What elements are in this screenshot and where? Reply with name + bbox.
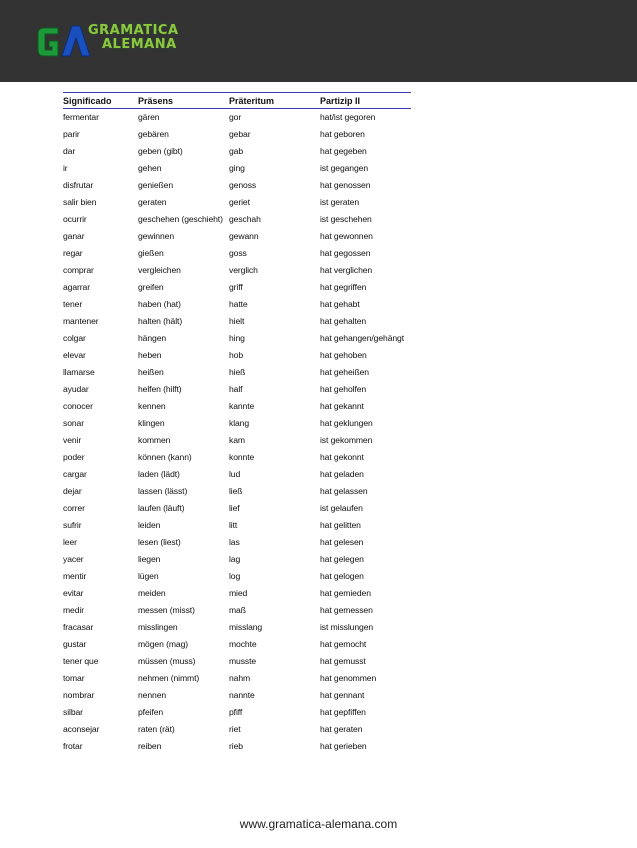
table-row (63, 738, 411, 755)
table-row (63, 551, 411, 568)
table-cell: lag (229, 554, 241, 564)
table-cell: ayudar (63, 384, 89, 394)
table-cell: helfen (hilft) (138, 384, 182, 394)
table-cell: hat gepfiffen (320, 707, 366, 717)
table-row (63, 177, 411, 194)
logo-line-2: ALEMANA (102, 37, 177, 52)
table-cell: hat gemocht (320, 639, 367, 649)
table-cell: halten (hält) (138, 316, 183, 326)
table-cell: hat gehoben (320, 350, 367, 360)
table-cell: geraten (138, 197, 167, 207)
table-cell: mochte (229, 639, 257, 649)
table-cell: raten (rät) (138, 724, 175, 734)
table-cell: hat gehangen/gehängt (320, 333, 405, 343)
table-cell: ging (229, 163, 245, 173)
table-cell: ganar (63, 231, 85, 241)
table-cell: pfiff (229, 707, 243, 717)
table-cell: hat gewonnen (320, 231, 373, 241)
table-row (63, 296, 411, 313)
table-cell: hat/ist gegoren (320, 112, 376, 122)
table-cell: geriet (229, 197, 250, 207)
table-cell: ir (63, 163, 68, 173)
table-cell: mögen (mag) (138, 639, 189, 649)
table-cell: hat geklungen (320, 418, 373, 428)
table-row (63, 415, 411, 432)
table-cell: riet (229, 724, 241, 734)
table-cell: hielt (229, 316, 245, 326)
table-row (63, 636, 411, 653)
table-cell: venir (63, 435, 82, 445)
table-row (63, 313, 411, 330)
table-cell: hat gegossen (320, 248, 371, 258)
table-cell: sonar (63, 418, 84, 428)
table-cell: gewinnen (138, 231, 174, 241)
table-cell: hat gehalten (320, 316, 367, 326)
table-row (63, 279, 411, 296)
table-cell: hat gemusst (320, 656, 366, 666)
table-row (63, 211, 411, 228)
table-cell: konnte (229, 452, 255, 462)
table-row (63, 126, 411, 143)
table-row (63, 160, 411, 177)
table-cell: heißen (138, 367, 164, 377)
table-row (63, 143, 411, 160)
table-cell: reiben (138, 741, 162, 751)
table-cell: haben (hat) (138, 299, 181, 309)
table-cell: rieb (229, 741, 243, 751)
table-row (63, 568, 411, 585)
table-row (63, 534, 411, 551)
table-cell: tener que (63, 656, 99, 666)
table-cell: ist gelaufen (320, 503, 363, 513)
table-cell: gießen (138, 248, 164, 258)
table-cell: ocurrir (63, 214, 87, 224)
table-cell: genoss (229, 180, 257, 190)
table-cell: nannte (229, 690, 255, 700)
table-cell: lassen (lässt) (138, 486, 188, 496)
table-row (63, 517, 411, 534)
footer-url[interactable] (0, 817, 637, 831)
table-body (63, 109, 411, 755)
header-significado: Significado (63, 95, 112, 106)
table-cell: genießen (138, 180, 174, 190)
table-cell: ist misslungen (320, 622, 374, 632)
table-cell: lief (229, 503, 240, 513)
table-cell: hieß (229, 367, 246, 377)
table-row (63, 653, 411, 670)
table-cell: gab (229, 146, 244, 156)
table-cell: hat gemieden (320, 588, 371, 598)
table-cell: ist gegangen (320, 163, 369, 173)
table-cell: log (229, 571, 241, 581)
table-cell: laufen (läuft) (138, 503, 185, 513)
table-cell: hat gelegen (320, 554, 364, 564)
table-cell: greifen (138, 282, 164, 292)
table-cell: meiden (138, 588, 166, 598)
table-cell: leer (63, 537, 77, 547)
table-cell: nahm (229, 673, 251, 683)
table-row (63, 432, 411, 449)
table-cell: agarrar (63, 282, 91, 292)
table-cell: lud (229, 469, 241, 479)
table-cell: mantener (63, 316, 99, 326)
table-cell: vergleichen (138, 265, 181, 275)
table-cell: kannte (229, 401, 255, 411)
logo-ga-icon (36, 22, 92, 60)
table-cell: nombrar (63, 690, 95, 700)
table-cell: mied (229, 588, 248, 598)
table-cell: gor (229, 112, 242, 122)
table-row (63, 721, 411, 738)
table-cell: poder (63, 452, 85, 462)
table-row (63, 398, 411, 415)
table-cell: lesen (liest) (138, 537, 181, 547)
table-cell: litt (229, 520, 238, 530)
logo-text (88, 24, 179, 52)
table-cell: hat genossen (320, 180, 371, 190)
table-row (63, 466, 411, 483)
table-row (63, 194, 411, 211)
table-cell: hat gekannt (320, 401, 364, 411)
table-cell: kennen (138, 401, 166, 411)
site-logo[interactable] (36, 22, 196, 60)
table-cell: silbar (63, 707, 83, 717)
table-cell: gären (138, 112, 160, 122)
table-row (63, 619, 411, 636)
table-cell: verglich (229, 265, 258, 275)
table-cell: gebären (138, 129, 169, 139)
table-cell: griff (229, 282, 243, 292)
table-cell: misslang (229, 622, 263, 632)
table-cell: müssen (muss) (138, 656, 196, 666)
table-cell: disfrutar (63, 180, 94, 190)
table-cell: gebar (229, 129, 251, 139)
table-cell: medir (63, 605, 84, 615)
table-row (63, 670, 411, 687)
table-cell: hat gelogen (320, 571, 364, 581)
header-prateritum: Präteritum (229, 95, 275, 106)
table-cell: geschah (229, 214, 261, 224)
table-cell: cargar (63, 469, 87, 479)
table-cell: mentir (63, 571, 87, 581)
table-cell: hat geheißen (320, 367, 369, 377)
table-row (63, 687, 411, 704)
footer-url-text[interactable]: www.gramatica-alemana.com (239, 817, 398, 831)
table-row (63, 109, 411, 126)
table-cell: conocer (63, 401, 93, 411)
table-cell: sufrir (63, 520, 82, 530)
table-cell: hat gemessen (320, 605, 373, 615)
table-cell: hing (229, 333, 245, 343)
table-cell: yacer (63, 554, 84, 564)
header-prasens: Präsens (138, 95, 174, 106)
page-header (0, 0, 637, 82)
table-cell: regar (63, 248, 83, 258)
table-cell: gustar (63, 639, 87, 649)
table-cell: leiden (138, 520, 161, 530)
table-cell: nennen (138, 690, 167, 700)
table-cell: ist geraten (320, 197, 360, 207)
table-cell: fracasar (63, 622, 94, 632)
table-cell: hat gelesen (320, 537, 364, 547)
table-cell: las (229, 537, 240, 547)
table-row (63, 500, 411, 517)
table-cell: laden (lädt) (138, 469, 180, 479)
table-cell: elevar (63, 350, 86, 360)
table-cell: maß (229, 605, 246, 615)
table-cell: fermentar (63, 112, 99, 122)
table-cell: hat geboren (320, 129, 365, 139)
table-row (63, 262, 411, 279)
table-cell: comprar (63, 265, 94, 275)
table-cell: kommen (138, 435, 171, 445)
table-cell: nehmen (nimmt) (138, 673, 200, 683)
table-cell: hat gegriffen (320, 282, 367, 292)
table-cell: hatte (229, 299, 248, 309)
table-cell: dar (63, 146, 76, 156)
table-cell: hat geladen (320, 469, 364, 479)
table-cell: correr (63, 503, 85, 513)
table-cell: parir (63, 129, 80, 139)
table-row (63, 704, 411, 721)
table-row (63, 483, 411, 500)
table-cell: goss (229, 248, 247, 258)
table-cell: hat gelitten (320, 520, 361, 530)
table-cell: messen (misst) (138, 605, 195, 615)
table-header (63, 92, 411, 109)
table-row (63, 330, 411, 347)
table-cell: llamarse (63, 367, 95, 377)
table-cell: salir bien (63, 197, 97, 207)
table-cell: dejar (63, 486, 82, 496)
table-cell: hat gelassen (320, 486, 368, 496)
table-cell: ließ (229, 486, 243, 496)
table-row (63, 245, 411, 262)
table-cell: gehen (138, 163, 162, 173)
table-cell: hob (229, 350, 244, 360)
table-cell: hat gennant (320, 690, 365, 700)
table-cell: musste (229, 656, 257, 666)
table-cell: half (229, 384, 243, 394)
table-cell: kam (229, 435, 245, 445)
table-row (63, 381, 411, 398)
table-cell: lügen (138, 571, 159, 581)
table-cell: hängen (138, 333, 167, 343)
table-cell: liegen (138, 554, 161, 564)
table-cell: geben (gibt) (138, 146, 183, 156)
table-row (63, 228, 411, 245)
table-cell: können (kann) (138, 452, 192, 462)
header-partizip: Partizip II (320, 95, 361, 106)
table-cell: ist geschehen (320, 214, 372, 224)
table-cell: hat gegeben (320, 146, 367, 156)
table-cell: pfeifen (138, 707, 164, 717)
table-row (63, 347, 411, 364)
table-cell: klang (229, 418, 250, 428)
table-cell: geschehen (geschieht) (138, 214, 223, 224)
table-cell: aconsejar (63, 724, 100, 734)
table-cell: hat gerieben (320, 741, 367, 751)
table-cell: heben (138, 350, 162, 360)
table-cell: hat verglichen (320, 265, 373, 275)
table-row (63, 449, 411, 466)
table-cell: misslingen (138, 622, 178, 632)
table-cell: tomar (63, 673, 85, 683)
table-cell: colgar (63, 333, 86, 343)
table-row (63, 364, 411, 381)
table-cell: ist gekommen (320, 435, 373, 445)
table-cell: frotar (63, 741, 83, 751)
table-row (63, 602, 411, 619)
table-cell: klingen (138, 418, 165, 428)
table-cell: evitar (63, 588, 84, 598)
verb-table (63, 92, 411, 755)
table-cell: hat genommen (320, 673, 377, 683)
logo-line-1: GRAMATICA (88, 23, 179, 38)
table-cell: tener (63, 299, 83, 309)
table-cell: hat gekonnt (320, 452, 364, 462)
table-cell: hat gehabt (320, 299, 360, 309)
table-cell: hat geraten (320, 724, 363, 734)
table-row (63, 585, 411, 602)
table-cell: gewann (229, 231, 259, 241)
table-cell: hat geholfen (320, 384, 367, 394)
